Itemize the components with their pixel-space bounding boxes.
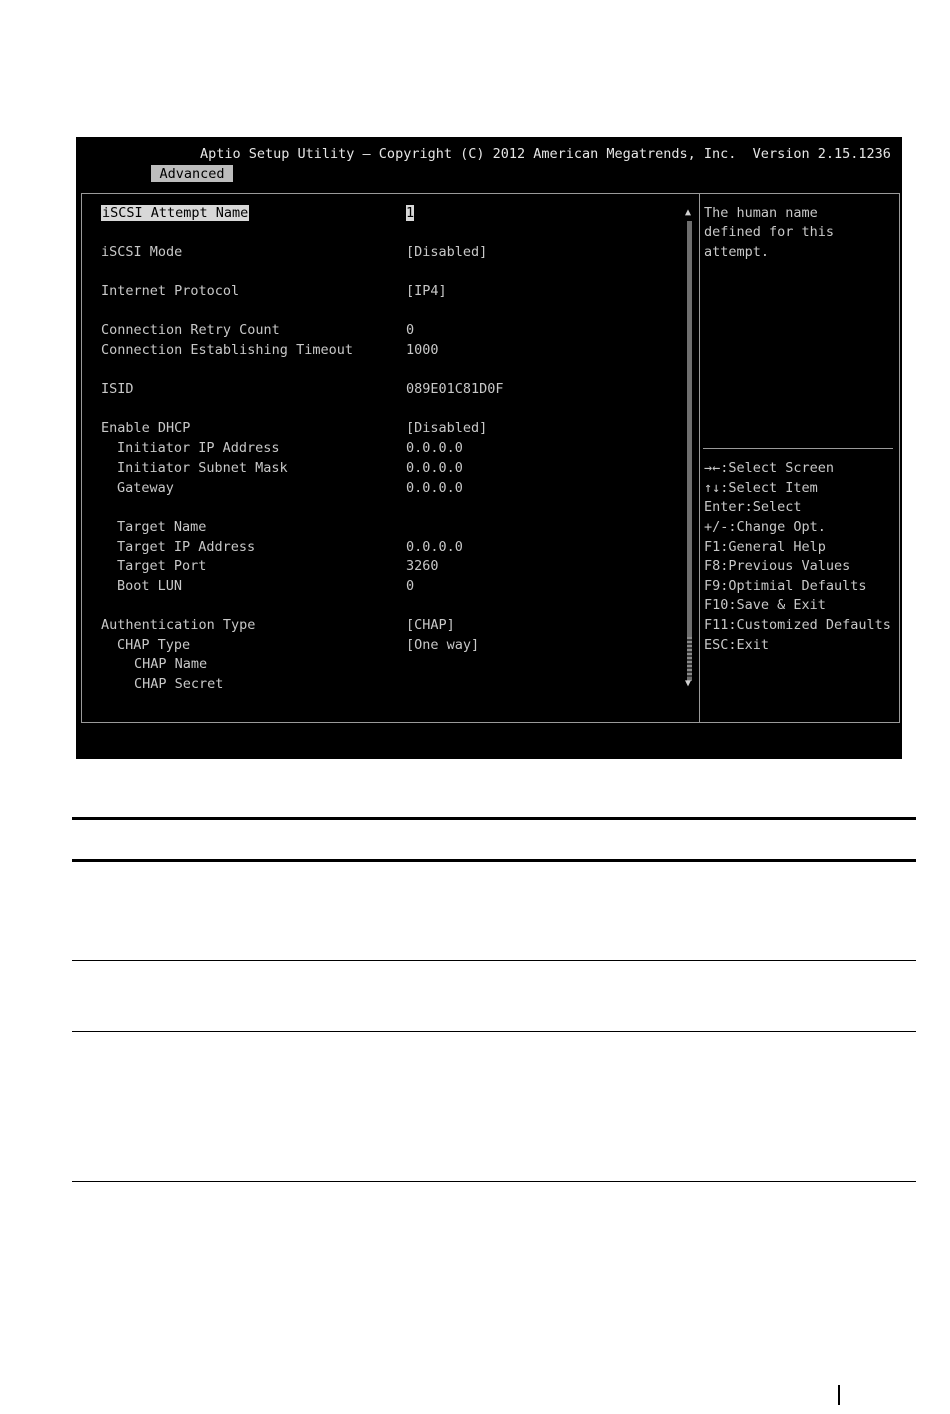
help-description-line: The human name bbox=[704, 205, 818, 221]
setting-value-initiator-ip[interactable]: 0.0.0.0 bbox=[406, 440, 463, 456]
table-row-divider bbox=[72, 1031, 916, 1032]
key-help-f1: F1:General Help bbox=[704, 539, 826, 555]
setting-label-connection-retry-count[interactable]: Connection Retry Count bbox=[101, 322, 280, 338]
setting-label-target-port[interactable]: Target Port bbox=[117, 558, 207, 574]
setting-label-chap-type[interactable]: CHAP Type bbox=[117, 637, 191, 653]
scroll-up-icon[interactable]: ▲ bbox=[685, 207, 692, 218]
key-help-f11: F11:Customized Defaults bbox=[704, 617, 891, 633]
main-frame bbox=[81, 193, 900, 723]
setting-value-iscsi-attempt-name[interactable]: 1 bbox=[406, 205, 415, 221]
setting-label-iscsi-mode[interactable]: iSCSI Mode bbox=[101, 244, 183, 260]
table-bottom-rule bbox=[72, 1181, 916, 1182]
table-row-divider bbox=[72, 960, 916, 961]
setting-value-boot-lun[interactable]: 0 bbox=[406, 578, 415, 594]
scrollbar-track[interactable] bbox=[687, 221, 692, 681]
table-top-rule bbox=[72, 817, 916, 820]
setting-label-target-ip[interactable]: Target IP Address bbox=[117, 539, 256, 555]
bios-setup-screen bbox=[76, 137, 902, 759]
scroll-down-icon[interactable]: ▼ bbox=[685, 678, 692, 689]
key-help-select-screen: →←:Select Screen bbox=[704, 460, 835, 476]
setting-value-target-port[interactable]: 3260 bbox=[406, 558, 439, 574]
setting-label-enable-dhcp[interactable]: Enable DHCP bbox=[101, 420, 191, 436]
setting-value-chap-type[interactable]: [One way] bbox=[406, 637, 480, 653]
help-divider bbox=[703, 448, 893, 449]
key-help-change-opt: +/-:Change Opt. bbox=[704, 519, 826, 535]
key-help-esc: ESC:Exit bbox=[704, 637, 770, 653]
setting-value-internet-protocol[interactable]: [IP4] bbox=[406, 283, 447, 299]
key-help-f10: F10:Save & Exit bbox=[704, 597, 826, 613]
setting-label-authentication-type[interactable]: Authentication Type bbox=[101, 617, 256, 633]
key-help-enter: Enter:Select bbox=[704, 499, 802, 515]
help-description-line: defined for this bbox=[704, 224, 835, 240]
setting-value-authentication-type[interactable]: [CHAP] bbox=[406, 617, 455, 633]
setting-value-enable-dhcp[interactable]: [Disabled] bbox=[406, 420, 488, 436]
help-description-line: attempt. bbox=[704, 244, 770, 260]
setting-value-target-ip[interactable]: 0.0.0.0 bbox=[406, 539, 463, 555]
scrollbar-thumb[interactable] bbox=[687, 637, 692, 677]
page-number-separator bbox=[838, 1385, 840, 1405]
setting-value-isid[interactable]: 089E01C81D0F bbox=[406, 381, 504, 397]
setting-label-initiator-ip[interactable]: Initiator IP Address bbox=[117, 440, 280, 456]
setting-label-gateway[interactable]: Gateway bbox=[117, 480, 174, 496]
setting-label-boot-lun[interactable]: Boot LUN bbox=[117, 578, 183, 594]
tab-advanced[interactable]: Advanced bbox=[151, 165, 233, 182]
key-help-f8: F8:Previous Values bbox=[704, 558, 851, 574]
table-header-rule bbox=[72, 859, 916, 862]
setting-label-connection-timeout[interactable]: Connection Establishing Timeout bbox=[101, 342, 353, 358]
bios-title: Aptio Setup Utility – Copyright (C) 2012 American Megatrends, Inc. Version 2.15.1236 bbox=[200, 146, 891, 162]
setting-value-connection-timeout[interactable]: 1000 bbox=[406, 342, 439, 358]
key-help-f9: F9:Optimial Defaults bbox=[704, 578, 867, 594]
setting-label-internet-protocol[interactable]: Internet Protocol bbox=[101, 283, 240, 299]
setting-label-target-name[interactable]: Target Name bbox=[117, 519, 207, 535]
setting-label-chap-name[interactable]: CHAP Name bbox=[134, 656, 208, 672]
setting-value-connection-retry-count[interactable]: 0 bbox=[406, 322, 415, 338]
setting-value-iscsi-mode[interactable]: [Disabled] bbox=[406, 244, 488, 260]
setting-value-initiator-subnet[interactable]: 0.0.0.0 bbox=[406, 460, 463, 476]
setting-value-gateway[interactable]: 0.0.0.0 bbox=[406, 480, 463, 496]
key-help-select-item: ↑↓:Select Item bbox=[704, 480, 818, 496]
setting-label-initiator-subnet[interactable]: Initiator Subnet Mask bbox=[117, 460, 288, 476]
setting-label-chap-secret[interactable]: CHAP Secret bbox=[134, 676, 224, 692]
panel-divider bbox=[699, 193, 700, 723]
setting-label-isid[interactable]: ISID bbox=[101, 381, 134, 397]
setting-label-iscsi-attempt-name[interactable]: iSCSI Attempt Name bbox=[102, 205, 249, 221]
